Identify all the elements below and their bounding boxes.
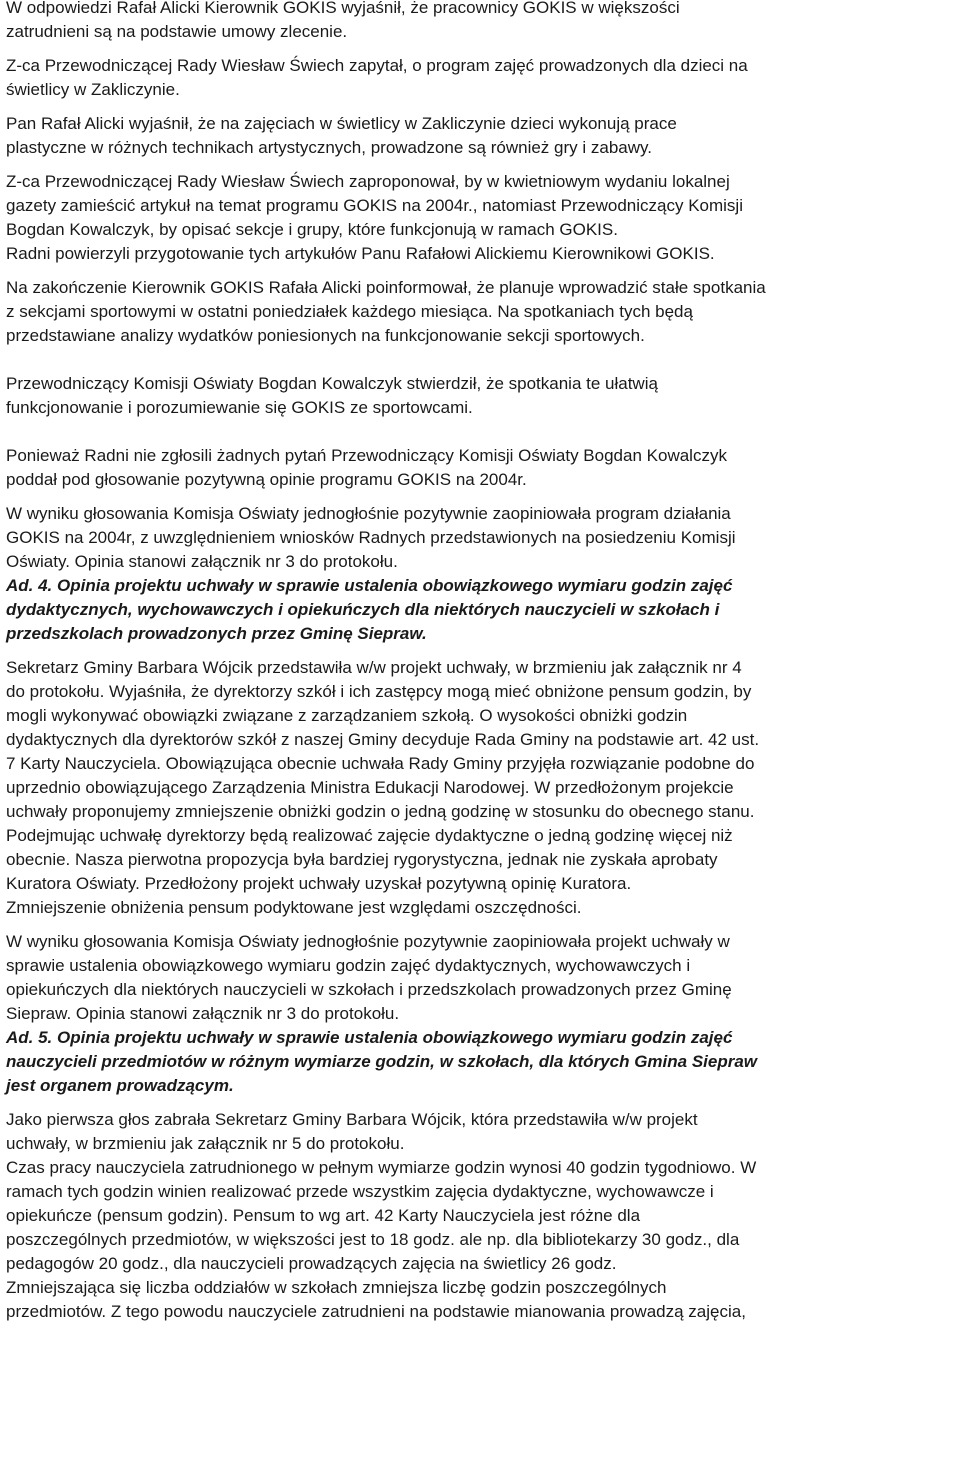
paragraph-chairman-statement: Przewodniczący Komisji Oświaty Bogdan Kowalczyk stwierdził, że spotkania te ułatwią funkcjonowanie i porozumiewanie się GOKIS ze sportowcami. [6,374,658,417]
section-4-heading: Ad. 4. Opinia projektu uchwały w sprawie ustalenia obowiązkowego wymiaru godzin zajęć dydaktycznych, wychowawczych i opiekuńczych dla niektórych nauczycieli w szkołach i przedszkolach prowadzonych przez Gminę Siepraw. [6,576,733,643]
section-5-explanation: Jako pierwsza głos zabrała Sekretarz Gminy Barbara Wójcik, która przedstawiła w/w projekt uchwały, w brzmieniu jak załącznik nr 5 do protokołu. Czas pracy nauczyciela zatrudnionego w pełnym wymiarze godzin wynosi 40 godzin tygodniowo. W ramach tych godzin winien realizować przede wszystkim zajęcia dydaktyczne, wychowawcze i opiekuńcze (pensum godzin). Pensum to wg art. 42 Karty Nauczyciela jest różne dla poszczególnych przedmiotów, w większości jest to 18 godz. ale np. dla bibliotekarzy 30 godz., dla pedagogów 20 godz., dla nauczycieli prowadzących zajęcia na świetlicy 26 godz. Zmniejszająca się liczba oddziałów w szkołach zmniejsza liczbę godzin poszczególnych przedmiotów. Z tego powodu nauczyciele zatrudnieni na podstawie mianowania prowadzą zajęcia, [6,1110,757,1321]
paragraph-activities-answer: Pan Rafał Alicki wyjaśnił, że na zajęciach w świetlicy w Zakliczynie dzieci wykonują prace plastyczne w różnych technikach artystycznych, prowadzone są również gry i zabawy. [6,114,677,157]
paragraph-program-question: Z-ca Przewodniczącej Rady Wiesław Świech zapytał, o program zajęć prowadzonych dla dzieci na świetlicy w Zakliczynie. [6,56,748,99]
section-4-explanation: Sekretarz Gminy Barbara Wójcik przedstawiła w/w projekt uchwały, w brzmieniu jak załącznik nr 4 do protokołu. Wyjaśniła, że dyrektorzy szkół i ich zastępcy mogą mieć obniżone pensum godzin, by mogli wykonywać obowiązki związane z zarządzaniem szkołą. O wysokości obniżki godzin dydaktycznych dla dyrektorów szkół z naszej Gminy decyduje Rada Gminy na podstawie art. 42 ust. 7 Karty Nauczyciela. Obowiązująca obecnie uchwała Rady Gminy przyjęła rozwiązanie podobne do uprzednio obowiązującego Zarządzenia Ministra Edukacji Narodowej. W przedłożonym projekcie uchwały proponujemy zmniejszenie obniżki godzin o jedną godzinę w stosunku do obecnego stanu. Podejmując uchwałę dyrektorzy będą realizować zajęcie dydaktyczne o jedną godzinę więcej niż obecnie. Nasza pierwotna propozycja była bardziej rygorystyczna, jednak nie zyskała aprobaty Kuratora Oświaty. Przedłożony projekt uchwały uzyskał pozytywną opinię Kuratora. Zmniejszenie obniżenia pensum podyktowane jest względami oszczędności. [6,658,760,917]
paragraph-vote-call: Ponieważ Radni nie zgłosili żadnych pytań Przewodniczący Komisji Oświaty Bogdan Kowalczyk poddał pod głosowanie pozytywną opinie programu GOKIS na 2004r. [6,446,727,489]
paragraph-vote-result: W wyniku głosowania Komisja Oświaty jednogłośnie pozytywnie zaopiniowała program działania GOKIS na 2004r, z uwzględnieniem wniosków Radnych przedstawionych na posiedzeniu Komisji Oświaty. Opinia stanowi załącznik nr 3 do protokołu. [6,504,736,571]
paragraph-gokis-employment: W odpowiedzi Rafał Alicki Kierownik GOKIS wyjaśnił, że pracownicy GOKIS w większości zatrudnieni są na podstawie umowy zlecenie. [6,0,680,41]
paragraph-article-proposal: Z-ca Przewodniczącej Rady Wiesław Świech zaproponował, by w kwietniowym wydaniu lokalnej gazety zamieścić artykuł na temat programu GOKIS na 2004r., natomiast Przewodniczący Komisji Bogdan Kowalczyk, by opisać sekcje i grupy, które funkcjonują w ramach GOKIS. Radni powierzyli przygotowanie tych artykułów Panu Rafałowi Alickiemu Kierownikowi GOKIS. [6,172,743,263]
section-4-vote-result: W wyniku głosowania Komisja Oświaty jednogłośnie pozytywnie zaopiniowała projekt uchwały w sprawie ustalenia obowiązkowego wymiaru godzin zajęć dydaktycznych, wychowawczych i opiekuńczych dla niektórych nauczycieli w szkołach i przedszkolach prowadzonych przez Gminę Siepraw. Opinia stanowi załącznik nr 3 do protokołu. [6,932,732,1023]
paragraph-sports-meetings: Na zakończenie Kierownik GOKIS Rafała Alicki poinformował, że planuje wprowadzić stałe spotkania z sekcjami sportowymi w ostatni poniedziałek każdego miesiąca. Na spotkaniach tych będą przedstawiane analizy wydatków poniesionych na funkcjonowanie sekcji sportowych. [6,278,766,345]
section-5-heading: Ad. 5. Opinia projektu uchwały w sprawie ustalenia obowiązkowego wymiaru godzin zajęć nauczycieli przedmiotów w różnym wymiarze godzin, w szkołach, dla których Gmina Siepraw jest organem prowadzącym. [6,1028,758,1095]
